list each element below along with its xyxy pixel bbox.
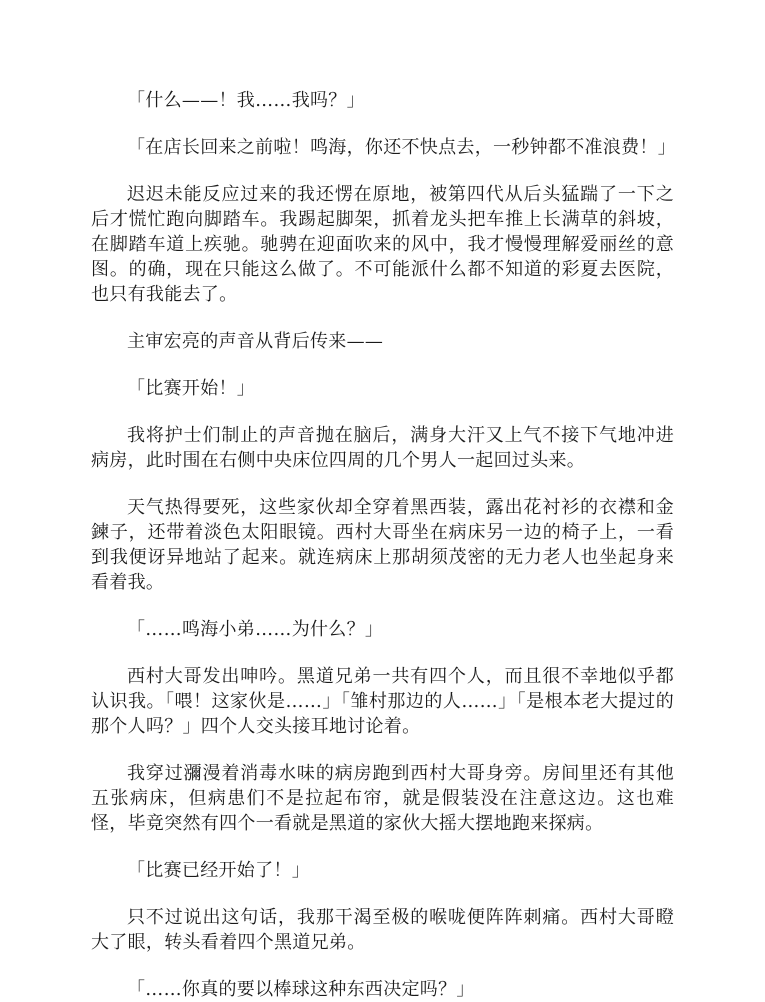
paragraph: 「……鸣海小弟……为什么？」 xyxy=(127,619,384,640)
paragraph: 我将护士们制止的声音抛在脑后，满身大汗又上气不接下气地冲进病房，此时围在右侧中央床位四周的几个男人一起回过头来。 xyxy=(91,425,674,471)
paragraph: 我穿过瀰漫着消毒水味的病房跑到西村大哥身旁。房间里还有其他五张病床，但病患们不是拉起布帘，就是假装没在注意这边。这也难怪，毕竟突然有四个一看就是黑道的家伙大摇大摆地跑来探病。 xyxy=(91,763,674,834)
paragraph: 「什么——！我……我吗？」 xyxy=(127,90,365,111)
paragraph: 主审宏亮的声音从背后传来—— xyxy=(127,331,384,352)
paragraph: 只不过说出这句话，我那干渴至极的喉咙便阵阵刺痛。西村大哥瞪大了眼，转头看着四个黑道兄弟。 xyxy=(91,907,674,953)
paragraph: 西村大哥发出呻吟。黑道兄弟一共有四个人，而且很不幸地似乎都认识我。「喂！这家伙是……」「雏村那边的人……」「是根本老大提过的那个人吗？」四个人交头接耳地讨论着。 xyxy=(91,666,674,737)
paragraph: 「比赛开始！」 xyxy=(127,378,256,399)
paragraph: 「……你真的要以棒球这种东西决定吗？」 xyxy=(127,979,475,1000)
paragraph: 迟迟未能反应过来的我还愣在原地，被第四代从后头猛踹了一下之后才慌忙跑向脚踏车。我踢起脚架，抓着龙头把车推上长满草的斜坡，在脚踏车道上疾驰。驰骋在迎面吹来的风中，我才慢慢理解爱丽丝的意图。的确，现在只能这么做了。不可能派什么都不知道的彩夏去医院，也只有我能去了。 xyxy=(91,184,674,305)
document-page xyxy=(91,88,674,1002)
paragraph: 「在店长回来之前啦！鸣海，你还不快点去，一秒钟都不准浪费！」 xyxy=(127,137,676,158)
paragraph: 「比赛已经开始了！」 xyxy=(127,860,310,881)
paragraph: 天气热得要死，这些家伙却全穿着黑西装，露出花衬衫的衣襟和金鍊子，还带着淡色太阳眼镜。西村大哥坐在病床另一边的椅子上，一看到我便讶异地站了起来。就连病床上那胡须茂密的无力老人也坐起身来看着我。 xyxy=(91,497,674,593)
